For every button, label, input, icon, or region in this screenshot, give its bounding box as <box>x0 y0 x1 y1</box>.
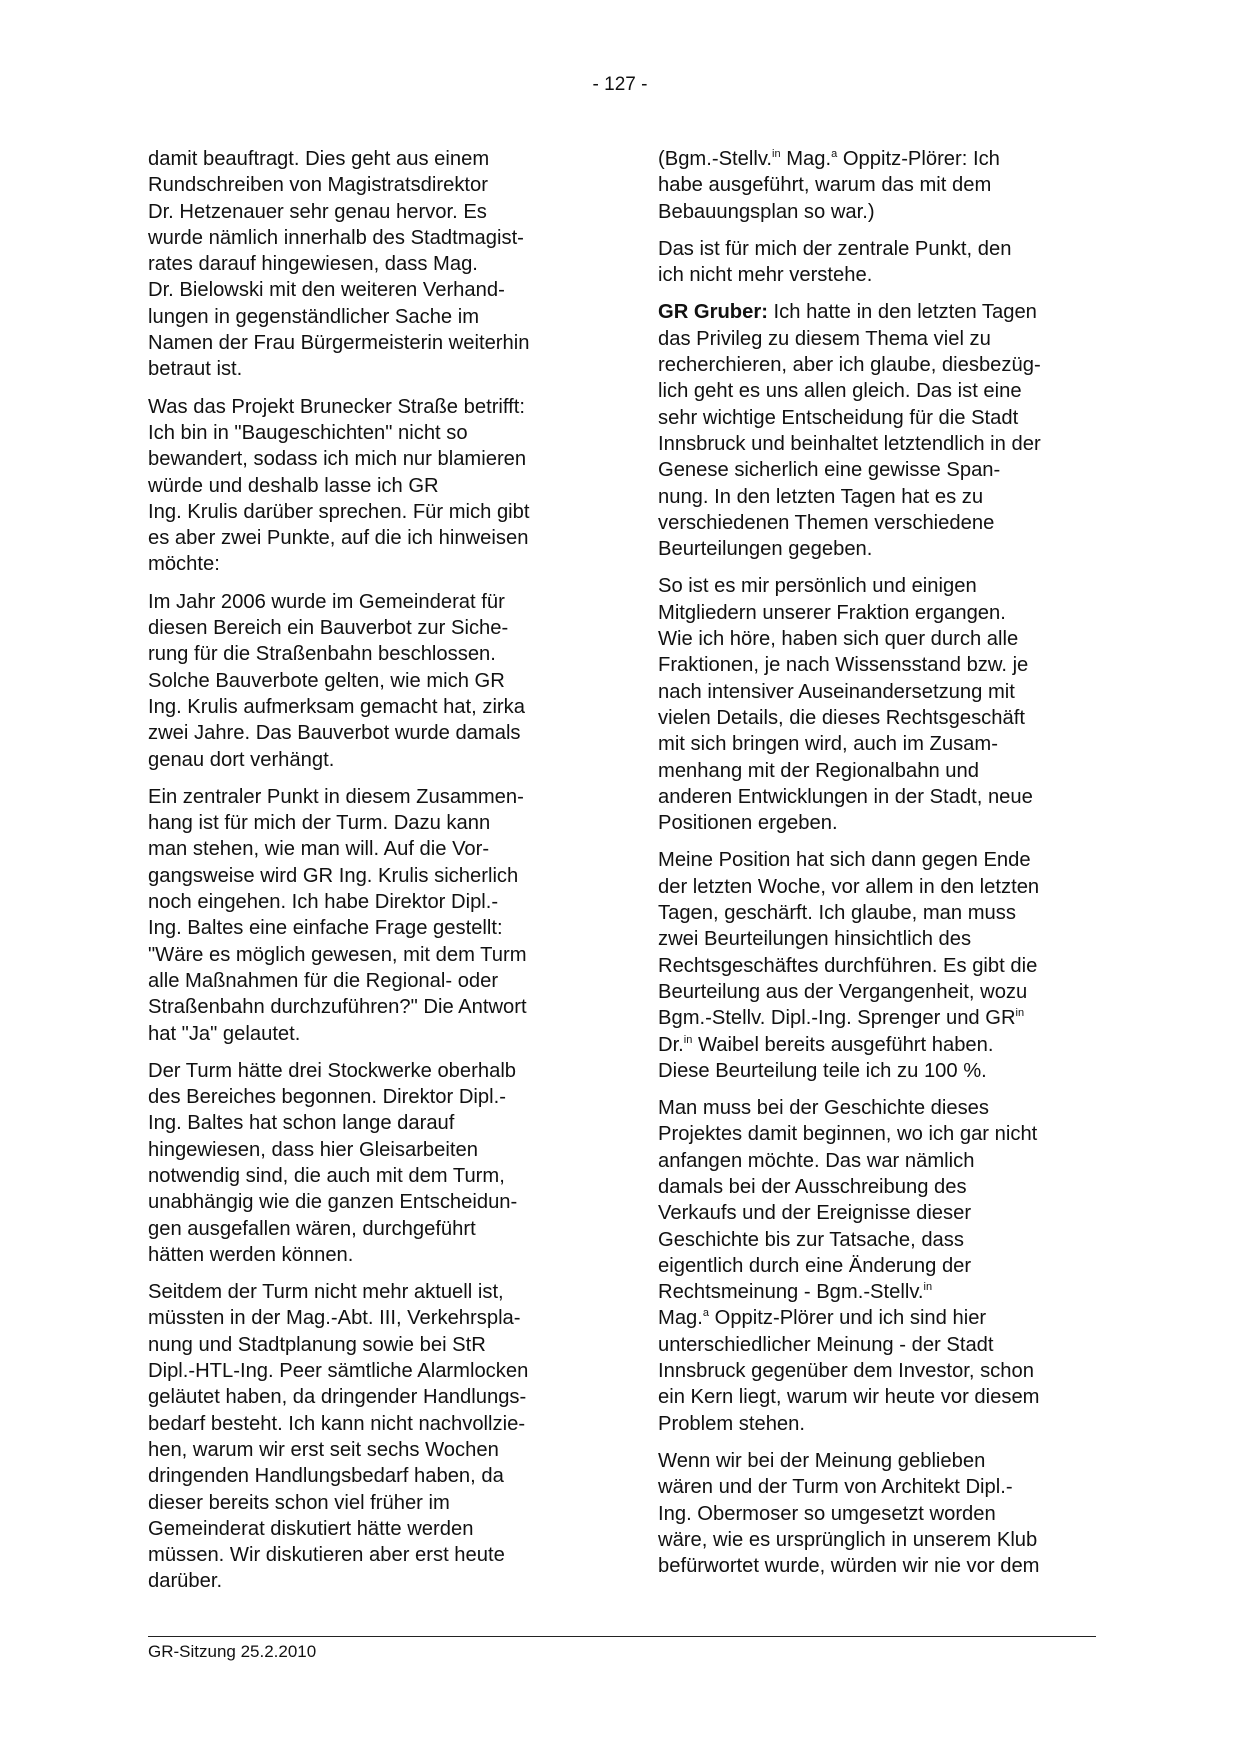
paragraph: Was das Projekt Brunecker Straße betrifft: Ich bin in "Baugeschichten" nicht so bewandert, sodass ich mich nur blamieren würde und deshalb lasse ich GR Ing. Krulis darüber sprechen. Für mich gibt es aber zwei Punkte, auf die ich hinweisen möchte: <box>148 395 530 576</box>
speaker-text-continued: das Privileg zu diesem Thema viel zu recherchieren, aber ich glaube, diesbezüg- lich geht es uns allen gleich. Das ist eine sehr wichtige Entscheidung für die Stadt Innsbruck und beinhaltet letztendlich in der Genese sicherlich eine gewisse Span- nung. In den letzten Tagen hat es zu verschiedenen Themen verschiedene Beurteilungen gegeben. <box>658 327 1041 561</box>
superscript: in <box>683 1033 693 1046</box>
superscript: in <box>772 148 781 160</box>
superscript: a <box>702 1307 710 1320</box>
paragraph: Man muss bei der Geschichte dieses Projektes damit beginnen, wo ich gar nicht anfangen möchte. Das war nämlich damals bei der Ausschreibung des Verkaufs und der Ereignisse dieser Geschichte bis zur Tatsache, dass eigentlich durch eine Änderung der Rechtsmeinung - Bgm.-Stellv.$^{in}$ Mag.$^a$ Oppitz-Plörer und ich sind hier unterschiedlicher Meinung - der Stadt Innsbruck gegenüber dem Investor, schon ein Kern liegt, warum wir heute vor diesem Problem stehen. <box>658 1097 1040 1435</box>
speaker-paragraph <box>658 299 1096 562</box>
page-number: - 127 - <box>592 74 648 95</box>
footer-rule <box>148 1636 1096 1637</box>
left-column <box>148 146 586 1606</box>
speaker-text: Ich hatte in den letzten Tagen <box>767 301 1037 324</box>
paragraph: Ein zentraler Punkt in diesem Zusammen- hang ist für mich der Turm. Dazu kann man stehen, wie man will. Auf die Vor- gangsweise wird GR Ing. Krulis sicherlich noch eingehen. Ich habe Direktor Dipl.- Ing. Baltes eine einfache Frage gestellt: "Wäre es möglich gewesen, mit dem Turm alle Maßnahmen für die Regional- oder Straßenbahn durchzuführen?" Die Antwort hat "Ja" gelautet. <box>148 785 527 1045</box>
superscript: in <box>923 1281 933 1294</box>
paragraph: Im Jahr 2006 wurde im Gemeinderat für diesen Bereich ein Bauverbot zur Siche- rung für die Straßenbahn beschlossen. Solche Bauverbote gelten, wie mich GR Ing. Krulis aufmerksam gemacht hat, zirka zwei Jahre. Das Bauverbot wurde damals genau dort verhängt. <box>148 590 525 771</box>
paragraph: Meine Position hat sich dann gegen Ende der letzten Woche, vor allem in den letzten Tagen, geschärft. Ich glaube, man muss zwei Beurteilungen hinsichtlich des Rechtsgeschäftes durchführen. Es gibt die Beurteilung aus der Vergangenheit, wozu Bgm.-Stellv. Dipl.-Ing. Sprenger und $GR^{in}$ Dr.$^{in}$ Waibel bereits ausgeführt haben. Diese Beurteilung teile ich zu 100 %. <box>658 849 1040 1082</box>
superscript: in <box>1015 1007 1025 1020</box>
paragraph: Seitdem der Turm nicht mehr aktuell ist, müssten in der Mag.-Abt. III, Verkehrspla- nung und Stadtplanung sowie bei StR Dipl.-HTL-Ing. Peer sämtliche Alarmlocken geläutet haben, da dringender Handlungs- bedarf besteht. Ich kann nicht nachvollzie- hen, warum wir erst seit sechs Wochen dringenden Handlungsbedarf haben, da dieser bereits schon viel früher im Gemeinderat diskutiert hätte werden müssen. Wir diskutieren aber erst heute darüber. <box>148 1281 529 1593</box>
right-column <box>658 146 1096 1590</box>
paragraph: damit beauftragt. Dies geht aus einem Rundschreiben von Magistratsdirektor Dr. Hetzenauer sehr genau hervor. Es wurde nämlich innerhalb des Stadtmagist- rates darauf hingewiesen, dass Mag. Dr. Bielowski mit den weiteren Verhand- lungen in gegenständlicher Sache im Namen der Frau Bürgermeisterin weiterhin betraut ist. <box>148 148 530 381</box>
paragraph: Der Turm hätte drei Stockwerke oberhalb des Bereiches begonnen. Direktor Dipl.- Ing. Baltes hat schon lange darauf hingewiesen, dass hier Gleisarbeiten notwendig sind, die auch mit dem Turm, unabhängig wie die ganzen Entscheidun- gen ausgefallen wären, durchgeführt hätten werden können. <box>148 1059 518 1266</box>
paragraph: So ist es mir persönlich und einigen Mitgliedern unserer Fraktion ergangen. Wie ich höre, haben sich quer durch alle Fraktionen, je nach Wissensstand bzw. je nach intensiver Auseinandersetzung mit vielen Details, die dieses Rechtsgeschäft mit sich bringen wird, auch im Zusam- menhang mit der Regionalbahn und anderen Entwicklungen in der Stadt, neue Positionen ergeben. <box>658 575 1033 835</box>
footer-text: GR-Sitzung 25.2.2010 <box>148 1642 317 1661</box>
interjection-paragraph: (Bgm.-Stellv.$^{in}$ Mag.$^a$ Oppitz-Plörer: Ich habe ausgeführt, warum das mit dem Bebauungsplan so war.) <box>658 148 1000 223</box>
paragraph: Wenn wir bei der Meinung geblieben wären und der Turm von Architekt Dipl.- Ing. Obermoser so umgesetzt worden wäre, wie es ursprünglich in unserem Klub befürwortet wurde, würden wir nie vor dem <box>658 1449 1040 1578</box>
superscript: a <box>831 148 838 160</box>
speaker-name: GR Gruber: <box>658 301 768 324</box>
paragraph: Das ist für mich der zentrale Punkt, den ich nicht mehr verstehe. <box>658 237 1012 287</box>
